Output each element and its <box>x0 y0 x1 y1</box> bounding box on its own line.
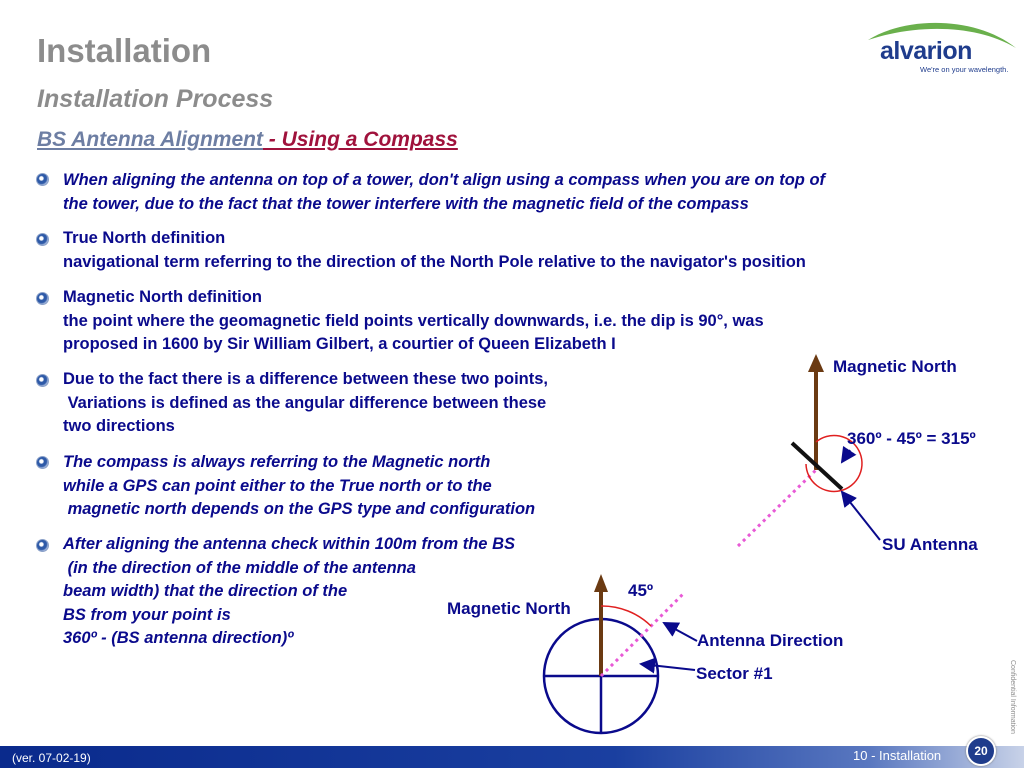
page-number-badge: 20 <box>966 736 996 766</box>
arrow-head-icon <box>808 354 824 372</box>
logo-name: alvarion <box>880 37 972 65</box>
version-label: (ver. 07-02-19) <box>12 751 91 765</box>
bullet-text-gps: The compass is always referring to the Magnetic north while a GPS can point either to the True north or to the magnetic north depends on the GPS type and configuration <box>63 453 536 518</box>
antenna-direction-label: Antenna Direction <box>697 631 844 650</box>
top-compass-diagram <box>738 354 880 546</box>
sector-label: Sector #1 <box>696 664 773 683</box>
top-magnetic-north-label: Magnetic North <box>833 357 957 376</box>
confidential-note: Confidential Information <box>1009 660 1016 734</box>
angle-arc <box>601 606 651 626</box>
formula-pointer <box>842 450 850 462</box>
section-heading-method: - Using a Compass <box>262 128 458 151</box>
su-antenna-pointer <box>842 492 880 540</box>
page-title: Installation <box>37 32 212 69</box>
arrow-head-icon <box>594 574 608 592</box>
logo-tagline: We're on your wavelength. <box>920 65 1009 74</box>
chapter-label: 10 - Installation <box>853 748 942 763</box>
page-subtitle: Installation Process <box>37 85 274 113</box>
sector-pointer <box>641 664 695 670</box>
top-formula-label: 360º - 45º = 315º <box>847 429 976 448</box>
bullet-text-variation: Due to the fact there is a difference between these two points, Variations is defined as the angular difference between these two directions <box>63 370 549 435</box>
su-antenna-label: SU Antenna <box>882 535 978 554</box>
bullet-text-true-north: True North definition navigational term referring to the direction of the North Pole relative to the navigator's position <box>63 229 806 271</box>
bullet-text-after-aligning: After aligning the antenna check within 100m from the BS (in the direction of the middle of the antenna beam width) that the direction of the BS from your point is 360º - (BS antenna direction)º <box>63 535 515 647</box>
angle-45-label: 45º <box>628 581 654 600</box>
bullet-text-magnetic-north: Magnetic North definition the point where the geomagnetic field points vertically downwards, i.e. the dip is 90°, was proposed in 1600 by Sir William Gilbert, a courtier of Queen Elizabeth I <box>63 288 764 353</box>
bullet-text-tower-warning: When aligning the antenna on top of a tower, don't align using a compass when you are on top of the tower, due to the fact that the tower interfere with the magnetic field of the compass <box>63 171 826 213</box>
su-antenna-direction-line <box>738 470 816 546</box>
bottom-magnetic-north-label: Magnetic North <box>447 599 571 618</box>
antenna-direction-pointer <box>664 623 697 641</box>
section-heading-main: BS Antenna Alignment <box>37 128 263 151</box>
bottom-compass-diagram <box>544 574 697 733</box>
